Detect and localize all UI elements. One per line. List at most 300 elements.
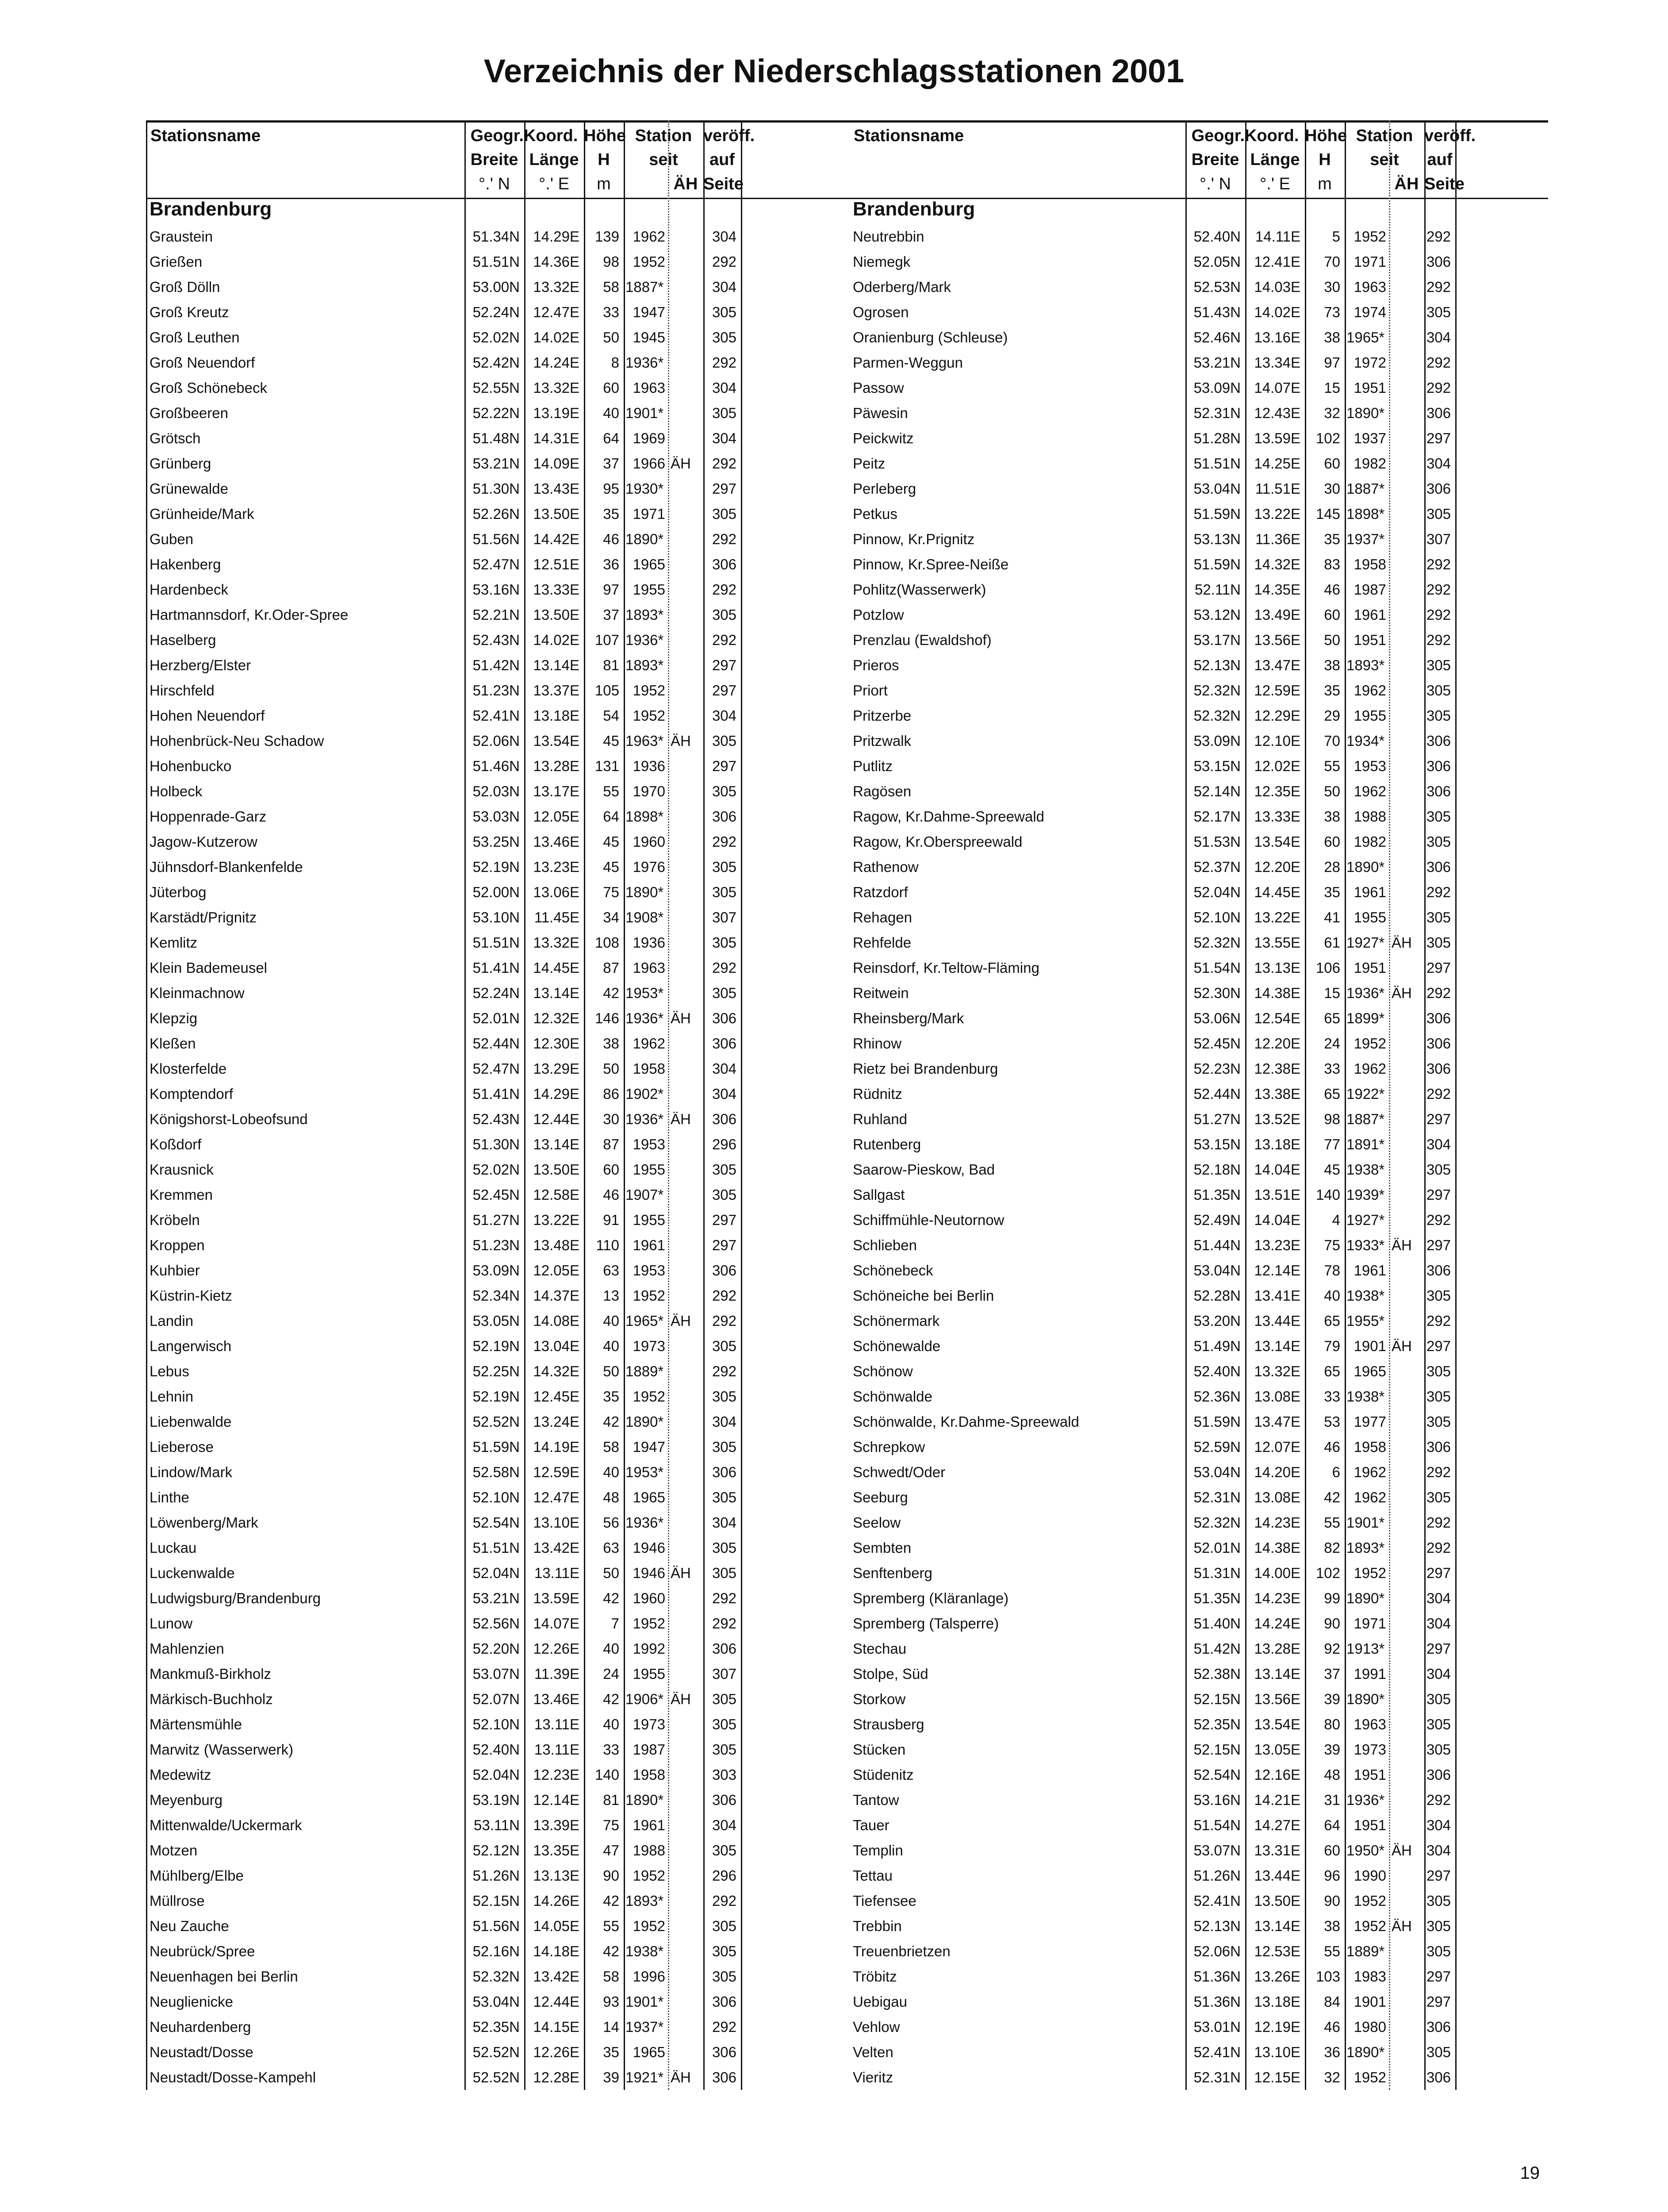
table-row [849, 653, 1548, 678]
station-since: 1891* [1346, 1136, 1385, 1152]
station-since: 1890* [1346, 1691, 1385, 1707]
station-since: 1938* [625, 1943, 664, 1959]
table-row [849, 1888, 1548, 1913]
station-since: 1933* [1346, 1237, 1385, 1253]
station-name: Grünberg [150, 455, 211, 472]
latitude: 52.35N [1193, 1716, 1241, 1732]
page-ref: 304 [712, 430, 736, 446]
table-row [849, 375, 1548, 400]
station-name: Landin [150, 1313, 194, 1329]
longitude: 13.54E [1254, 1716, 1300, 1732]
station-since: 1939* [1346, 1187, 1385, 1203]
ah-flag: ÄH [671, 1565, 691, 1581]
table-row [849, 1031, 1548, 1056]
station-since: 1955 [1354, 909, 1386, 926]
page-ref: 304 [712, 1817, 736, 1833]
elevation: 15 [1324, 380, 1340, 396]
table-row [146, 1157, 849, 1182]
latitude: 51.41N [472, 1086, 520, 1102]
table-row [849, 1989, 1548, 2014]
latitude: 52.04N [472, 1767, 520, 1783]
station-name: Kleinmachnow [150, 985, 245, 1001]
latitude: 53.10N [472, 909, 520, 926]
longitude: 13.32E [1254, 1363, 1300, 1379]
station-name: Märtensmühle [150, 1716, 242, 1732]
ah-flag: ÄH [671, 733, 691, 749]
station-name: Neuenhagen bei Berlin [150, 1968, 298, 1985]
page-ref: 304 [1426, 1666, 1451, 1682]
station-since: 1936 [633, 934, 665, 951]
station-since: 1898* [1346, 506, 1385, 522]
elevation: 33 [1324, 1388, 1340, 1405]
table-row [146, 1384, 849, 1409]
left-hdr-station-line: seit [649, 150, 678, 169]
page-ref: 304 [712, 380, 736, 396]
table-row [849, 1359, 1548, 1384]
table-row [849, 1333, 1548, 1359]
page-ref: 292 [712, 1590, 736, 1606]
table-row [146, 753, 849, 779]
station-since: 1952 [1354, 1893, 1386, 1909]
elevation: 40 [603, 1640, 619, 1657]
station-since: 1946 [633, 1540, 665, 1556]
page-ref: 305 [1426, 1413, 1451, 1430]
page-ref: 306 [1426, 405, 1451, 421]
page-ref: 292 [1426, 1313, 1451, 1329]
table-row [146, 1056, 849, 1081]
station-name: Schönwalde, Kr.Dahme-Spreewald [853, 1413, 1079, 1430]
station-name: Luckau [150, 1540, 197, 1556]
station-name: Komptendorf [150, 1086, 233, 1102]
elevation: 45 [1324, 1161, 1340, 1178]
page-ref: 307 [1426, 531, 1451, 547]
page-ref: 297 [1426, 1993, 1451, 2010]
ah-flag: ÄH [671, 1691, 691, 1707]
longitude: 13.47E [1254, 1413, 1300, 1430]
longitude: 12.47E [533, 304, 579, 320]
station-name: Rehfelde [853, 934, 912, 951]
table-row [146, 1586, 849, 1611]
table-row [146, 653, 849, 678]
right-hdr-laenge [1245, 123, 1305, 198]
table-row [146, 804, 849, 829]
latitude: 51.36N [1193, 1993, 1241, 2010]
elevation: 55 [1324, 758, 1340, 774]
station-since: 1961 [633, 1817, 665, 1833]
longitude: 14.29E [533, 228, 579, 245]
longitude: 14.15E [533, 2019, 579, 2035]
station-since: 1988 [633, 1842, 665, 1859]
elevation: 55 [603, 1918, 619, 1934]
station-name: Hohen Neuendorf [150, 707, 265, 724]
latitude: 52.41N [1193, 1893, 1241, 1909]
page-ref: 306 [712, 1035, 736, 1052]
station-name: Guben [150, 531, 194, 547]
table-row [146, 1636, 849, 1661]
longitude: 13.13E [533, 1867, 579, 1884]
station-name: Schlieben [853, 1237, 917, 1253]
table-row [146, 1813, 849, 1838]
page-ref: 305 [712, 329, 736, 346]
table-row [849, 1106, 1548, 1132]
latitude: 51.30N [472, 480, 520, 497]
station-name: Mittenwalde/Uckermark [150, 1817, 302, 1833]
elevation: 4 [1332, 1212, 1340, 1228]
longitude: 14.24E [533, 354, 579, 371]
elevation: 42 [603, 1413, 619, 1430]
table-row [849, 2065, 1548, 2090]
station-since: 1955* [1346, 1313, 1385, 1329]
elevation: 36 [603, 556, 619, 572]
station-name: Ragösen [853, 783, 912, 799]
longitude: 13.43E [533, 480, 579, 497]
page-ref: 304 [1426, 329, 1451, 346]
latitude: 51.35N [1193, 1590, 1241, 1606]
latitude: 52.35N [472, 2019, 520, 2035]
station-name: Hardenbeck [150, 581, 228, 598]
longitude: 14.24E [1254, 1615, 1300, 1632]
elevation: 98 [1324, 1111, 1340, 1127]
latitude: 51.59N [1193, 506, 1241, 522]
station-name: Meyenburg [150, 1792, 223, 1808]
elevation: 35 [1324, 531, 1340, 547]
station-name: Prieros [853, 657, 899, 673]
station-name: Perleberg [853, 480, 916, 497]
elevation: 75 [1324, 1237, 1340, 1253]
table-row [849, 300, 1548, 325]
ah-flag: ÄH [1392, 1842, 1412, 1859]
longitude: 13.11E [534, 1741, 579, 1758]
station-since: 1955 [633, 1666, 665, 1682]
station-name: Motzen [150, 1842, 198, 1859]
elevation: 97 [603, 581, 619, 598]
station-since: 1970 [633, 783, 665, 799]
latitude: 52.32N [1193, 1514, 1241, 1531]
station-since: 1927* [1346, 1212, 1385, 1228]
table-row [146, 1712, 849, 1737]
station-name: Pritzerbe [853, 707, 912, 724]
longitude: 14.42E [533, 531, 579, 547]
table-row [146, 779, 849, 804]
table-row [849, 1233, 1548, 1258]
table-row [146, 1283, 849, 1308]
longitude: 12.32E [533, 1010, 579, 1026]
latitude: 53.03N [472, 808, 520, 825]
longitude: 13.37E [533, 682, 579, 699]
station-name: Oranienburg (Schleuse) [853, 329, 1008, 346]
longitude: 12.35E [1254, 783, 1300, 799]
station-since: 1887* [1346, 1111, 1385, 1127]
page-ref: 292 [1426, 1514, 1451, 1531]
latitude: 52.25N [472, 1363, 520, 1379]
latitude: 52.45N [1193, 1035, 1241, 1052]
station-since: 1952 [633, 1918, 665, 1934]
right-hdr-laenge-line: °.' E [1260, 175, 1290, 193]
station-since: 1953* [625, 985, 664, 1001]
latitude: 53.21N [472, 455, 520, 472]
station-name: Reinsdorf, Kr.Teltow-Fläming [853, 960, 1039, 976]
longitude: 13.46E [533, 1691, 579, 1707]
table-row [146, 1132, 849, 1157]
station-since: 1963 [633, 960, 665, 976]
station-name: Ragow, Kr.Oberspreewald [853, 833, 1023, 850]
elevation: 42 [603, 1691, 619, 1707]
latitude: 53.04N [1193, 1464, 1241, 1480]
page-ref: 305 [1426, 833, 1451, 850]
table-row [849, 1913, 1548, 1939]
station-name: Grünewalde [150, 480, 228, 497]
page-ref: 296 [712, 1136, 736, 1152]
elevation: 35 [1324, 884, 1340, 900]
table-row [146, 1207, 849, 1233]
station-since: 1965 [633, 2044, 665, 2060]
station-name: Lebus [150, 1363, 189, 1379]
page-ref: 306 [712, 1262, 736, 1279]
elevation: 81 [603, 1792, 619, 1808]
elevation: 32 [1324, 2069, 1340, 2085]
page-ref: 305 [712, 985, 736, 1001]
station-since: 1936* [625, 1010, 664, 1026]
longitude: 14.21E [1254, 1792, 1300, 1808]
latitude: 51.46N [472, 758, 520, 774]
station-since: 1962 [1354, 1489, 1386, 1505]
elevation: 53 [1324, 1413, 1340, 1430]
page-ref: 306 [1426, 733, 1451, 749]
elevation: 108 [594, 934, 619, 951]
page-ref: 305 [1426, 506, 1451, 522]
page-ref: 305 [1426, 1287, 1451, 1304]
station-since: 1952 [1354, 228, 1386, 245]
table-row [849, 1434, 1548, 1459]
longitude: 13.42E [533, 1968, 579, 1985]
elevation: 78 [1324, 1262, 1340, 1279]
table-row [146, 930, 849, 955]
station-since: 1974 [1354, 304, 1386, 320]
station-since: 1963 [633, 380, 665, 396]
station-since: 1893* [1346, 657, 1385, 673]
page-ref: 306 [1426, 480, 1451, 497]
elevation: 98 [603, 253, 619, 270]
table-row [146, 980, 849, 1006]
station-name: Großbeeren [150, 405, 228, 421]
left-hdr-ah-line: ÄH [673, 175, 698, 193]
right-hdr-ah [1389, 123, 1424, 198]
longitude: 12.45E [533, 1388, 579, 1405]
page-ref: 297 [712, 657, 736, 673]
station-name: Rheinsberg/Mark [853, 1010, 964, 1026]
page-ref: 297 [712, 758, 736, 774]
table-row [849, 602, 1548, 627]
station-name: Neutrebbin [853, 228, 924, 245]
latitude: 52.26N [472, 506, 520, 522]
page-ref: 292 [1426, 607, 1451, 623]
elevation: 38 [1324, 657, 1340, 673]
station-since: 1893* [625, 657, 664, 673]
table-row [146, 1939, 849, 1964]
latitude: 51.54N [1193, 960, 1241, 976]
longitude: 13.23E [533, 859, 579, 875]
latitude: 52.54N [472, 1514, 520, 1531]
station-name: Schönwalde [853, 1388, 932, 1405]
elevation: 45 [603, 833, 619, 850]
elevation: 55 [1324, 1514, 1340, 1531]
latitude: 53.15N [1193, 1136, 1241, 1152]
latitude: 53.07N [1193, 1842, 1241, 1859]
latitude: 52.02N [472, 1161, 520, 1178]
right-region-label: Brandenburg [853, 198, 975, 220]
table-half-left [146, 120, 849, 2085]
station-since: 1889* [625, 1363, 664, 1379]
latitude: 52.02N [472, 329, 520, 346]
station-since: 1937* [1346, 531, 1385, 547]
station-name: Rietz bei Brandenburg [853, 1060, 998, 1077]
station-since: 1946 [633, 1565, 665, 1581]
elevation: 50 [1324, 783, 1340, 799]
elevation: 65 [1324, 1086, 1340, 1102]
longitude: 11.39E [534, 1666, 579, 1682]
station-name: Jühnsdorf-Blankenfelde [150, 859, 303, 875]
table-row [146, 728, 849, 753]
latitude: 52.41N [1193, 2044, 1241, 2060]
station-name: Tettau [853, 1867, 893, 1884]
latitude: 52.07N [472, 1691, 520, 1707]
station-name: Peitz [853, 455, 886, 472]
elevation: 70 [1324, 733, 1340, 749]
station-since: 1953 [1354, 758, 1386, 774]
latitude: 51.31N [1193, 1565, 1241, 1581]
elevation: 58 [603, 1968, 619, 1985]
station-since: 1952 [633, 1287, 665, 1304]
page-ref: 305 [1426, 1691, 1451, 1707]
page-ref: 306 [1426, 1262, 1451, 1279]
latitude: 52.06N [1193, 1943, 1241, 1959]
elevation: 33 [603, 304, 619, 320]
table-row [146, 1258, 849, 1283]
station-name: Rutenberg [853, 1136, 921, 1152]
latitude: 52.58N [472, 1464, 520, 1480]
page-ref: 305 [712, 405, 736, 421]
latitude: 51.49N [1193, 1338, 1241, 1354]
latitude: 53.13N [1193, 531, 1241, 547]
station-name: Schwedt/Oder [853, 1464, 946, 1480]
table-row [146, 829, 849, 854]
elevation: 102 [1315, 430, 1340, 446]
station-since: 1982 [1354, 833, 1386, 850]
table-row [146, 602, 849, 627]
latitude: 52.17N [1193, 808, 1241, 825]
page-ref: 307 [712, 1666, 736, 1682]
station-since: 1952 [633, 1388, 665, 1405]
latitude: 51.36N [1193, 1968, 1241, 1985]
longitude: 12.14E [533, 1792, 579, 1808]
page-ref: 297 [712, 480, 736, 497]
elevation: 102 [1315, 1565, 1340, 1581]
latitude: 51.35N [1193, 1187, 1241, 1203]
longitude: 12.51E [533, 556, 579, 572]
station-since: 1890* [1346, 405, 1385, 421]
page-ref: 297 [1426, 1338, 1451, 1354]
station-since: 1902* [625, 1086, 664, 1102]
page-ref: 292 [712, 455, 736, 472]
latitude: 51.51N [472, 1540, 520, 1556]
longitude: 14.37E [533, 1287, 579, 1304]
left-hdr-hoehe [584, 123, 624, 198]
right-hdr-stationsname [849, 123, 1185, 198]
station-since: 1958 [633, 1060, 665, 1077]
station-since: 1951 [1354, 960, 1386, 976]
station-since: 1990 [1354, 1867, 1386, 1884]
station-since: 1890* [625, 884, 664, 900]
latitude: 53.04N [472, 1993, 520, 2010]
longitude: 13.55E [1254, 934, 1300, 951]
station-since: 1961 [1354, 884, 1386, 900]
station-name: Kleßen [150, 1035, 196, 1052]
longitude: 14.23E [1254, 1590, 1300, 1606]
latitude: 51.51N [1193, 455, 1241, 472]
station-name: Groß Neuendorf [150, 354, 255, 371]
latitude: 52.15N [472, 1893, 520, 1909]
left-hdr-breite [464, 123, 524, 198]
station-name: Pinnow, Kr.Prignitz [853, 531, 975, 547]
longitude: 13.34E [1254, 354, 1300, 371]
page-ref: 305 [1426, 1943, 1451, 1959]
station-name: Mankmuß-Birkholz [150, 1666, 272, 1682]
table-row [146, 1989, 849, 2014]
elevation: 42 [1324, 1489, 1340, 1505]
station-since: 1938* [1346, 1388, 1385, 1405]
table-row [146, 350, 849, 375]
longitude: 12.14E [1254, 1262, 1300, 1279]
table-row [146, 1006, 849, 1031]
station-name: Saarow-Pieskow, Bad [853, 1161, 995, 1178]
page-ref: 305 [1426, 707, 1451, 724]
latitude: 51.27N [472, 1212, 520, 1228]
elevation: 64 [603, 808, 619, 825]
table-row [146, 1913, 849, 1939]
table-row [849, 1636, 1548, 1661]
table-row [146, 1762, 849, 1787]
table-row [146, 552, 849, 577]
elevation: 31 [1324, 1792, 1340, 1808]
latitude: 51.59N [1193, 1413, 1241, 1430]
page-ref: 297 [1426, 1640, 1451, 1657]
latitude: 52.15N [1193, 1691, 1241, 1707]
longitude: 13.18E [533, 707, 579, 724]
longitude: 13.26E [1254, 1968, 1300, 1985]
station-name: Tauer [853, 1817, 890, 1833]
page-ref: 304 [1426, 455, 1451, 472]
station-name: Langerwisch [150, 1338, 232, 1354]
page-ref: 306 [712, 1640, 736, 1657]
page-ref: 305 [1426, 808, 1451, 825]
page-ref: 306 [1426, 859, 1451, 875]
station-since: 1945 [633, 329, 665, 346]
elevation: 99 [1324, 1590, 1340, 1606]
right-hdr-breite-line: Breite [1191, 150, 1239, 169]
station-since: 1901* [1346, 1514, 1385, 1531]
table-row [849, 1813, 1548, 1838]
elevation: 28 [1324, 859, 1340, 875]
ah-flag: ÄH [1392, 1237, 1412, 1253]
latitude: 52.03N [472, 783, 520, 799]
station-since: 1951 [1354, 1817, 1386, 1833]
longitude: 14.26E [533, 1893, 579, 1909]
page-ref: 305 [712, 1388, 736, 1405]
table-row [849, 1661, 1548, 1686]
latitude: 51.51N [472, 253, 520, 270]
latitude: 52.28N [1193, 1287, 1241, 1304]
station-since: 1958 [1354, 556, 1386, 572]
